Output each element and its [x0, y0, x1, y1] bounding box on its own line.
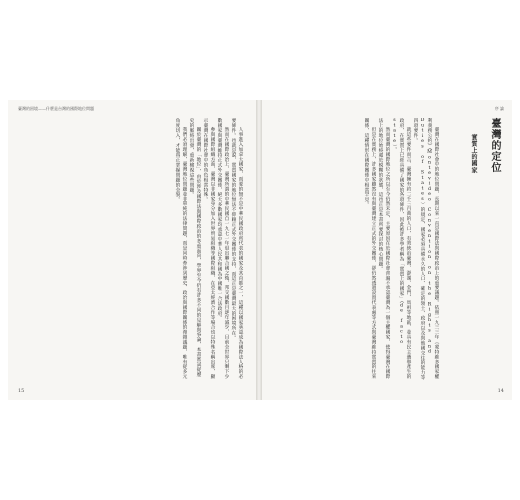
- right-body-text: [272, 118, 440, 380]
- left-paragraph-4: 關於臺灣的「地位」，由於涉及國際法與國際政治的多重面向，學界至今仍有許多不同的見解與爭論，本書嘗試從歷史的脈絡出發，重新檢視這些問題。: [189, 118, 201, 377]
- right-paragraph-3: 然而臺灣的國際地位之所以至今仍然未定，主要原因在於國際社會普遍不承認臺灣為一個主權國家，使得臺灣在國際法上的地位始終處於模糊的狀態，這也正是本書所要探討的核心問題。: [378, 118, 390, 380]
- left-paragraph-3: 參與國際組織方面，臺灣以非國家身分加入世界貿易組織等國際組織，在亞太經濟合作等場合也以特殊名稱出席，顯示臺灣在國際社會中的角色相當特殊。: [203, 118, 215, 380]
- right-paragraph-2: 就這些要件而言，臺灣擁有約二千三百萬的人口，有效統治臺灣、澎湖、金門、馬祖等地區，並具有民主選舉產生的政府，在實質上已經具備了國家的各項條件，因此被許多學者稱為「實質上的國家」（de facto state）。: [392, 118, 411, 380]
- left-body-text: [20, 118, 244, 380]
- left-paragraph-5: 我們必須理解，臺灣地位問題並非單純的法律問題，而是同時牽涉到歷史、政治與國際關係的複雜議題，唯有從多元角度切入，才能真正掌握問題的全貌。: [175, 118, 187, 380]
- left-paragraph-2: 然而在國際政治上，臺灣所謂的中華民國自一九七一年退出聯合國之後，邦交國數目逐年減少，目前全世界只剩下少數國家與臺灣維持正式外交關係，絕大多數國家均承認中華人民共和國為中國唯一合法政府。: [217, 118, 229, 380]
- right-running-header: 序 論: [494, 106, 504, 111]
- chapter-title: 臺灣的定位: [489, 118, 500, 173]
- left-page-number: 15: [18, 388, 25, 394]
- right-page: [262, 100, 512, 400]
- left-running-header: 臺灣的困境——什麼是台灣的國際地位問題: [18, 106, 94, 111]
- left-page: [8, 100, 256, 400]
- left-paragraph-1: 人事進入加拿大國家，而要的無不是中華民國政府所代表的國家及其首都之一，這種以國家承認成為國際法人格的必要條件。也就是說，實質國家的地位無法不仰賴正式外交關係的支持，而這正是臺灣最大的困境所在。: [231, 118, 243, 380]
- right-page-number: 14: [497, 388, 504, 394]
- right-paragraph-1: 臺灣在國際社會中的地位問題，長期以來一直是國際法與國際政治上的重要議題。依照一九三三年《蒙特維多國家權利義務公約》（Montevideo Convention on the Rights and Duties of States）的規定，國家必須具備永久的人口、確定的領土、政府以及與他國交往的能力等四項要件。: [413, 118, 439, 380]
- right-paragraph-4: 但是在實務上，許多國家雖然沒有與臺灣建立正式的外交關係，卻仍然透過設置代表處等方式與臺灣維持實質的往來關係，這種情形在國際關係中相當罕見。: [364, 118, 376, 380]
- book-spread: [0, 100, 520, 400]
- section-title: 實質上的國家: [470, 134, 477, 174]
